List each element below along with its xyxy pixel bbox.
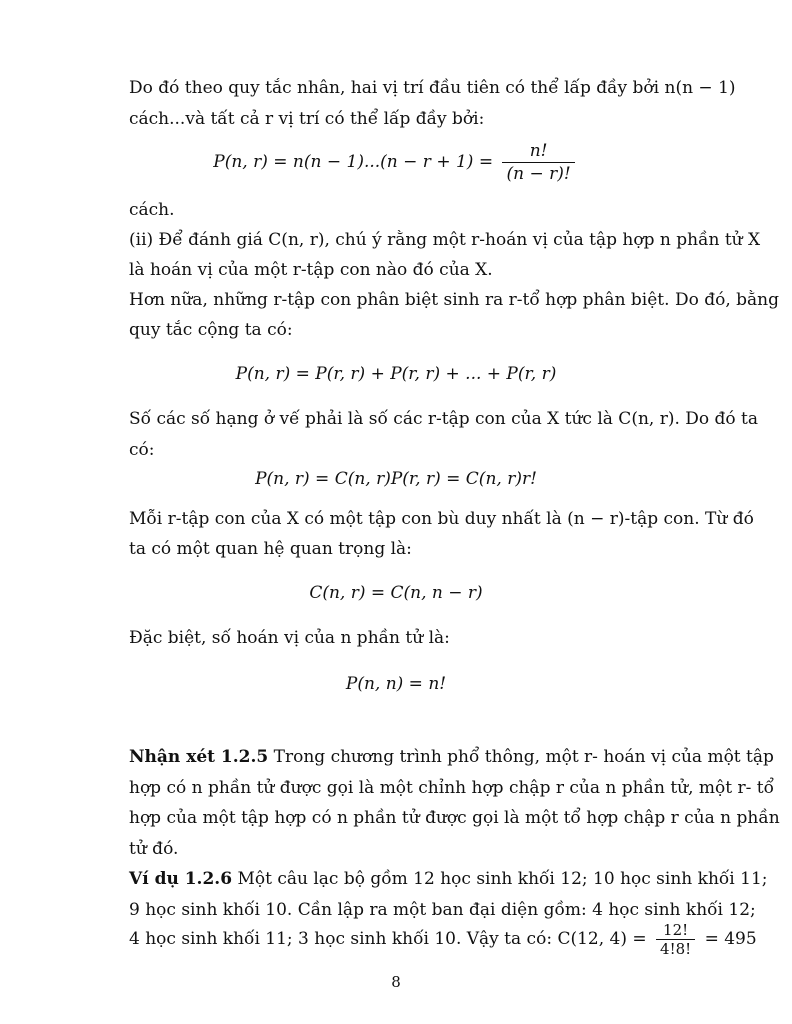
fraction-numerator: n! xyxy=(529,141,548,161)
paragraph-line: có: xyxy=(129,440,155,460)
paragraph-line: quy tắc cộng ta có: xyxy=(129,320,293,340)
paragraph-line: cách. xyxy=(129,200,175,220)
paragraph-line: Số các số hạng ở vế phải là số các r-tập con của X tức là C(n, r). Do đó ta xyxy=(129,409,759,429)
remark-label: Nhận xét 1.2.5 xyxy=(129,747,269,767)
example-text: 4 học sinh khối 11; 3 học sinh khối 10. Vậy ta có: C(12, 4) = xyxy=(129,929,647,949)
remark-text: Trong chương trình phổ thông, một r- hoán vị của một tập xyxy=(273,747,774,767)
equation-complement: C(n, r) = C(n, n − r) xyxy=(309,583,483,603)
equation-permutation-combination: P(n, r) = C(n, r)P(r, r) = C(n, r)r! xyxy=(255,469,537,489)
paragraph-line: cách...và tất cả r vị trí có thể lấp đầy bởi: xyxy=(129,109,485,129)
equation-lhs: P(n, r) = n(n − 1)...(n − r + 1) = xyxy=(213,152,494,172)
equation-full-permutation: P(n, n) = n! xyxy=(345,674,447,694)
fraction xyxy=(656,921,695,958)
remark-line: hợp có n phần tử được gọi là một chỉnh hợp chập r của n phần tử, một r- tổ xyxy=(129,778,775,798)
example-result: = 495 xyxy=(704,929,757,949)
page-number: 8 xyxy=(391,973,401,991)
equation-permutation-formula xyxy=(0,140,792,185)
remark-line: hợp của một tập hợp có n phần tử được gọi là một tổ hợp chập r của n phần xyxy=(129,808,780,828)
fraction-denominator: (n − r)! xyxy=(502,162,574,185)
fraction-denominator: 4!8! xyxy=(656,939,695,958)
equation-sum-rule: P(n, r) = P(r, r) + P(r, r) + ... + P(r, r) xyxy=(235,364,557,384)
example-text: Một câu lạc bộ gồm 12 học sinh khối 12; 10 học sinh khối 11; xyxy=(237,869,768,889)
paragraph-line: là hoán vị của một r-tập con nào đó của X. xyxy=(129,260,493,280)
paragraph-line: ta có một quan hệ quan trọng là: xyxy=(129,539,412,559)
fraction xyxy=(502,140,574,185)
fraction-numerator: 12! xyxy=(663,921,689,939)
paragraph-line: Do đó theo quy tắc nhân, hai vị trí đầu tiên có thể lấp đầy bởi n(n − 1) xyxy=(129,78,736,98)
paragraph-line: Đặc biệt, số hoán vị của n phần tử là: xyxy=(129,628,450,648)
example-line: 9 học sinh khối 10. Cần lập ra một ban đại diện gồm: 4 học sinh khối 12; xyxy=(129,900,756,920)
paragraph-line: Mỗi r-tập con của X có một tập con bù duy nhất là (n − r)-tập con. Từ đó xyxy=(129,509,754,529)
remark-line: tử đó. xyxy=(129,839,179,859)
example-line xyxy=(129,920,757,958)
remark-line xyxy=(129,746,774,768)
example-line xyxy=(129,868,768,890)
paragraph-line: Hơn nữa, những r-tập con phân biệt sinh ra r-tổ hợp phân biệt. Do đó, bằng xyxy=(129,290,779,310)
paragraph-line: (ii) Để đánh giá C(n, r), chú ý rằng một r-hoán vị của tập hợp n phần tử X xyxy=(129,230,761,250)
example-label: Ví dụ 1.2.6 xyxy=(129,869,233,889)
